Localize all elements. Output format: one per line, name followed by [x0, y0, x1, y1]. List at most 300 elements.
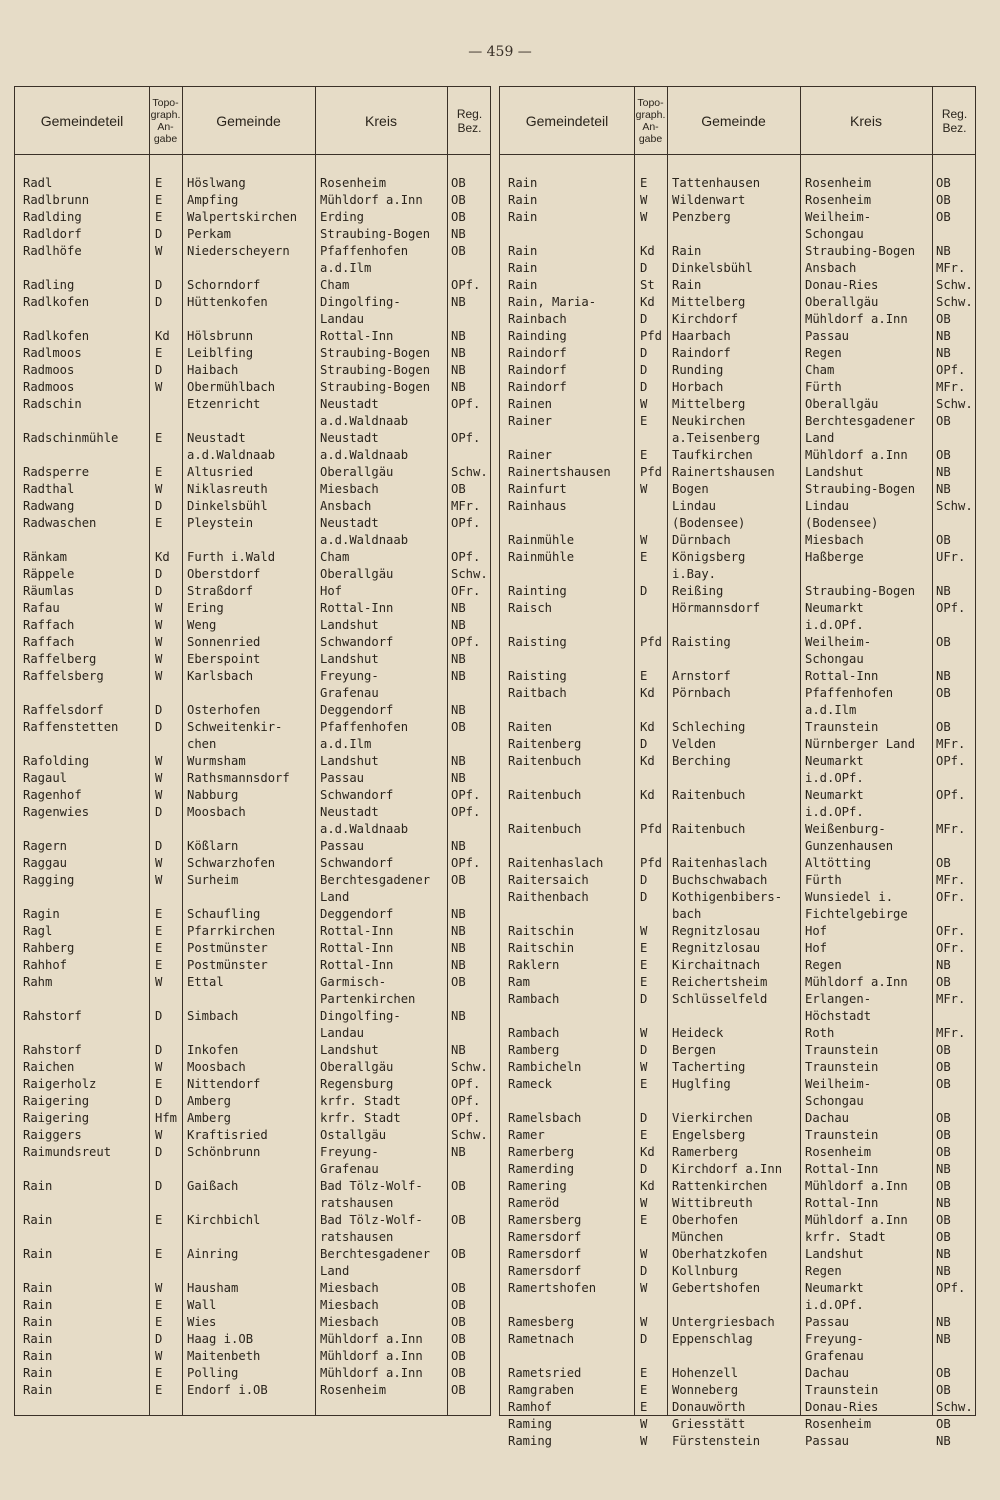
topo-cell: Kd	[640, 788, 655, 802]
gemeindeteil-cell: Raming	[508, 1417, 553, 1431]
gemeinde-cell: Berching	[672, 754, 731, 768]
topo-cell: W	[640, 1060, 648, 1074]
table-row	[500, 413, 975, 430]
kreis-cell: Fürth	[805, 873, 842, 887]
gemeindeteil-cell: Rambach	[508, 1026, 560, 1040]
gemeindeteil-cell: Radschinmühle	[23, 431, 119, 445]
gemeindeteil-cell: Rametnach	[508, 1332, 575, 1346]
gemeinde-cell: Schlüsselfeld	[672, 992, 768, 1006]
topo-cell: W	[155, 754, 163, 768]
table-row	[500, 1263, 975, 1280]
kreis-cell: Straubing-Bogen	[320, 227, 431, 241]
gemeinde-cell: Pleystein	[187, 516, 254, 530]
kreis-cell: Landshut	[320, 1043, 379, 1057]
kreis-cell: Weilheim-	[805, 210, 872, 224]
gemeinde-cell: Oberhofen	[672, 1213, 739, 1227]
topo-cell: Kd	[640, 686, 655, 700]
regbez-cell: OB	[936, 1077, 951, 1091]
gemeinde-cell: Oberhatzkofen	[672, 1247, 768, 1261]
gemeinde-cell: Dinkelsbühl	[672, 261, 753, 275]
kreis-cell: Pfaffenhofen	[805, 686, 894, 700]
gemeinde-cell: Kirchbichl	[187, 1213, 261, 1227]
regbez-cell: OFr.	[451, 584, 481, 598]
table-row	[15, 940, 490, 957]
regbez-cell: OPf.	[936, 788, 966, 802]
regbez-cell: UFr.	[936, 550, 966, 564]
gemeindeteil-cell: Rainer	[508, 414, 553, 428]
gemeinde-cell: Hölsbrunn	[187, 329, 254, 343]
gemeindeteil-cell: Rahstorf	[23, 1009, 82, 1023]
kreis-cell: Rottal-Inn	[805, 1162, 879, 1176]
regbez-cell: Schw.	[451, 567, 488, 581]
table-row	[15, 447, 490, 464]
topo-cell: E	[155, 1298, 163, 1312]
gemeindeteil-cell: Raitenberg	[508, 737, 582, 751]
table-right	[499, 86, 976, 1448]
table-row	[500, 396, 975, 413]
table-row	[15, 1076, 490, 1093]
kreis-cell: Landshut	[320, 652, 379, 666]
header-topograph-angabe-line: gabe	[153, 132, 178, 145]
gemeinde-cell: Niederscheyern	[187, 244, 290, 258]
topo-cell: W	[155, 975, 163, 989]
topo-cell: D	[155, 278, 163, 292]
kreis-cell: Traunstein	[805, 1383, 879, 1397]
table-row	[500, 1042, 975, 1059]
gemeinde-cell: Haag i.OB	[187, 1332, 254, 1346]
kreis-cell: Regen	[805, 1264, 842, 1278]
gemeinde-cell: Haarbach	[672, 329, 731, 343]
gemeinde-cell: Endorf i.OB	[187, 1383, 268, 1397]
regbez-cell: NB	[936, 669, 951, 683]
table-row	[15, 311, 490, 328]
topo-cell: E	[155, 924, 163, 938]
kreis-cell: ratshausen	[320, 1196, 394, 1210]
table-row	[500, 1008, 975, 1025]
header-reg-bez-line: Bez.	[457, 120, 482, 135]
kreis-cell: Miesbach	[320, 1298, 379, 1312]
topo-cell: W	[640, 1417, 648, 1431]
header-kreis-label: Kreis	[850, 112, 882, 129]
topo-cell: W	[640, 1247, 648, 1261]
table-row	[500, 192, 975, 209]
header-topograph-angabe	[149, 87, 182, 154]
kreis-cell: Donau-Ries	[805, 278, 879, 292]
gemeinde-cell: Raindorf	[672, 346, 731, 360]
gemeindeteil-cell: Raffach	[23, 618, 75, 632]
gemeinde-cell: Huglfing	[672, 1077, 731, 1091]
regbez-cell: NB	[451, 771, 466, 785]
topo-cell: W	[640, 1434, 648, 1448]
topo-cell: W	[155, 1060, 163, 1074]
kreis-cell: Mühldorf a.Inn	[805, 1213, 908, 1227]
gemeindeteil-cell: Ramerding	[508, 1162, 575, 1176]
regbez-cell: OB	[936, 1213, 951, 1227]
table-row	[500, 787, 975, 804]
table-row	[15, 1314, 490, 1331]
regbez-cell: NB	[936, 482, 951, 496]
gemeindeteil-cell: Ramering	[508, 1179, 567, 1193]
topo-cell: D	[640, 1111, 648, 1125]
table-row	[15, 1161, 490, 1178]
kreis-cell: Ansbach	[805, 261, 857, 275]
regbez-cell: NB	[451, 669, 466, 683]
kreis-cell: Grafenau	[320, 1162, 379, 1176]
gemeindeteil-cell: Radlhöfe	[23, 244, 82, 258]
gemeinde-cell: Amberg	[187, 1111, 232, 1125]
table-row	[15, 634, 490, 651]
kreis-cell: Passau	[805, 1434, 850, 1448]
gemeinde-cell: Haibach	[187, 363, 239, 377]
table-row	[500, 1059, 975, 1076]
regbez-cell: NB	[451, 363, 466, 377]
header-gemeinde	[667, 87, 800, 154]
gemeindeteil-cell: Rametsried	[508, 1366, 582, 1380]
regbez-cell: OB	[936, 1145, 951, 1159]
topo-cell: E	[640, 1077, 648, 1091]
gemeindeteil-cell: Rafolding	[23, 754, 90, 768]
gemeinde-cell: München	[672, 1230, 724, 1244]
topo-cell: D	[640, 1162, 648, 1176]
topo-cell: E	[155, 1213, 163, 1227]
gemeinde-cell: Tattenhausen	[672, 176, 761, 190]
kreis-cell: Straubing-Bogen	[320, 346, 431, 360]
gemeindeteil-cell: Raitenbuch	[508, 754, 582, 768]
table-row	[500, 498, 975, 515]
kreis-cell: Pfaffenhofen	[320, 244, 409, 258]
topo-cell: W	[640, 1281, 648, 1295]
gemeinde-cell: Lindau	[672, 499, 717, 513]
regbez-cell: OB	[451, 1383, 466, 1397]
gemeinde-cell: Königsberg	[672, 550, 746, 564]
table-row	[15, 277, 490, 294]
kreis-cell: a.d.Waldnaab	[320, 822, 409, 836]
kreis-cell: Neumarkt	[805, 754, 864, 768]
header-topograph-angabe-line: gabe	[638, 132, 663, 145]
topo-cell: D	[155, 720, 163, 734]
table-row	[15, 753, 490, 770]
table-row	[500, 1110, 975, 1127]
table-row	[500, 583, 975, 600]
table-row	[500, 1076, 975, 1093]
gemeindeteil-cell: Radsperre	[23, 465, 90, 479]
header-topograph-angabe-line: Topo-	[152, 96, 179, 109]
table-row	[15, 855, 490, 872]
gemeinde-cell: Reißing	[672, 584, 724, 598]
kreis-cell: Landshut	[805, 1247, 864, 1261]
table-row	[500, 804, 975, 821]
table-row	[15, 1127, 490, 1144]
gemeinde-cell: Dürnbach	[672, 533, 731, 547]
topo-cell: D	[640, 737, 648, 751]
table-row	[500, 1195, 975, 1212]
topo-cell: E	[155, 431, 163, 445]
kreis-cell: Rottal-Inn	[320, 924, 394, 938]
kreis-cell: Cham	[320, 550, 350, 564]
table-row	[500, 447, 975, 464]
gemeinde-cell: Rain	[672, 278, 702, 292]
gemeinde-cell: Schorndorf	[187, 278, 261, 292]
gemeinde-cell: Altusried	[187, 465, 254, 479]
regbez-cell: OB	[451, 210, 466, 224]
kreis-cell: a.d.Waldnaab	[320, 414, 409, 428]
gemeindeteil-cell: Raitenhaslach	[508, 856, 604, 870]
regbez-cell: NB	[936, 1332, 951, 1346]
kreis-cell: Dingolfing-	[320, 1009, 401, 1023]
gemeinde-cell: Kollnburg	[672, 1264, 739, 1278]
kreis-cell: krfr. Stadt	[320, 1094, 401, 1108]
topo-cell: E	[155, 958, 163, 972]
regbez-cell: OB	[451, 1247, 466, 1261]
gemeinde-cell: Taufkirchen	[672, 448, 753, 462]
table-row	[500, 226, 975, 243]
regbez-cell: Schw.	[451, 1060, 488, 1074]
kreis-cell: a.d.Ilm	[320, 261, 372, 275]
header-topograph-angabe-line: graph.	[635, 108, 666, 121]
topo-cell: W	[155, 856, 163, 870]
gemeindeteil-cell: Radlkofen	[23, 295, 90, 309]
kreis-cell: krfr. Stadt	[320, 1111, 401, 1125]
regbez-cell: OB	[936, 975, 951, 989]
gemeindeteil-cell: Ramersdorf	[508, 1264, 582, 1278]
table-row	[15, 1059, 490, 1076]
kreis-cell: Berchtesgadener	[320, 873, 431, 887]
kreis-cell: Neustadt	[320, 805, 379, 819]
kreis-cell: Straubing-Bogen	[320, 363, 431, 377]
table-row	[500, 1093, 975, 1110]
topo-cell: W	[155, 618, 163, 632]
header-gemeindeteil	[15, 87, 149, 154]
regbez-cell: Schw.	[936, 1400, 973, 1414]
gemeindeteil-cell: Rahhof	[23, 958, 68, 972]
kreis-cell: i.d.OPf.	[805, 805, 864, 819]
gemeinde-cell: Kößlarn	[187, 839, 239, 853]
topo-cell: D	[640, 873, 648, 887]
gemeindeteil-cell: Rainmühle	[508, 533, 575, 547]
gemeindeteil-cell: Radling	[23, 278, 75, 292]
topo-cell: D	[640, 261, 648, 275]
gemeinde-cell: Furth i.Wald	[187, 550, 276, 564]
regbez-cell: Schw.	[451, 1128, 488, 1142]
gemeinde-cell: Oberstdorf	[187, 567, 261, 581]
gemeindeteil-cell: Raindorf	[508, 346, 567, 360]
gemeindeteil-cell: Raindorf	[508, 363, 567, 377]
regbez-cell: MFr.	[936, 737, 966, 751]
gemeindeteil-cell: Rain	[23, 1383, 53, 1397]
gemeinde-cell: Hausham	[187, 1281, 239, 1295]
gemeinde-cell: Bogen	[672, 482, 709, 496]
gemeinde-cell: Raitenhaslach	[672, 856, 768, 870]
topo-cell: E	[155, 193, 163, 207]
regbez-cell: OB	[451, 1349, 466, 1363]
regbez-cell: NB	[936, 584, 951, 598]
gemeinde-cell: Schönbrunn	[187, 1145, 261, 1159]
topo-cell: E	[640, 669, 648, 683]
regbez-cell: NB	[451, 295, 466, 309]
kreis-cell: Regensburg	[320, 1077, 394, 1091]
kreis-cell: Rottal-Inn	[805, 1196, 879, 1210]
topo-cell: E	[640, 941, 648, 955]
table-row	[500, 702, 975, 719]
kreis-cell: Schongau	[805, 227, 864, 241]
kreis-cell: Deggendorf	[320, 703, 394, 717]
gemeinde-cell: Engelsberg	[672, 1128, 746, 1142]
kreis-cell: Landau	[320, 312, 365, 326]
kreis-cell: Cham	[805, 363, 835, 377]
topo-cell: D	[155, 839, 163, 853]
topo-cell: D	[640, 1332, 648, 1346]
kreis-cell: Dachau	[805, 1366, 850, 1380]
table-row	[15, 396, 490, 413]
kreis-cell: Passau	[320, 771, 365, 785]
gemeinde-cell: Donauwörth	[672, 1400, 746, 1414]
topo-cell: Pfd	[640, 465, 663, 479]
topo-cell: D	[155, 499, 163, 513]
gemeinde-cell: bach	[672, 907, 702, 921]
table-row	[500, 1144, 975, 1161]
gemeindeteil-cell: Raitersaich	[508, 873, 589, 887]
topo-cell: E	[155, 1315, 163, 1329]
kreis-cell: Land	[320, 1264, 350, 1278]
table-row	[15, 1212, 490, 1229]
regbez-cell: MFr.	[936, 261, 966, 275]
gemeindeteil-cell: Raming	[508, 1434, 553, 1448]
regbez-cell: OB	[936, 635, 951, 649]
table-row	[500, 1314, 975, 1331]
table-row	[500, 719, 975, 736]
regbez-cell: NB	[936, 465, 951, 479]
kreis-cell: Oberallgäu	[320, 1060, 394, 1074]
kreis-cell: Freyung-	[805, 1332, 864, 1346]
topo-cell: E	[640, 1383, 648, 1397]
table-row	[500, 838, 975, 855]
kreis-cell: Dingolfing-	[320, 295, 401, 309]
table-row	[15, 481, 490, 498]
header-gemeindeteil-label: Gemeindeteil	[525, 112, 609, 129]
gemeinde-cell: Mittelberg	[672, 295, 746, 309]
regbez-cell: OB	[936, 448, 951, 462]
gemeindeteil-cell: Raitenbuch	[508, 788, 582, 802]
regbez-cell: OPf.	[936, 601, 966, 615]
table-row	[15, 1382, 490, 1399]
gemeinde-cell: Gaißach	[187, 1179, 239, 1193]
table-row	[500, 260, 975, 277]
regbez-cell: OPf.	[451, 1094, 481, 1108]
regbez-cell: OB	[451, 1332, 466, 1346]
table-row	[500, 736, 975, 753]
gemeinde-cell: Perkam	[187, 227, 232, 241]
kreis-cell: Rottal-Inn	[320, 941, 394, 955]
gemeindeteil-cell: Ränkam	[23, 550, 68, 564]
gemeindeteil-cell: Ramersdorf	[508, 1230, 582, 1244]
gemeinde-cell: Walpertskirchen	[187, 210, 298, 224]
regbez-cell: NB	[451, 227, 466, 241]
table-row	[500, 600, 975, 617]
topo-cell: Kd	[640, 720, 655, 734]
topo-cell: D	[155, 295, 163, 309]
table-row	[15, 923, 490, 940]
topo-cell: Kd	[640, 1179, 655, 1193]
gemeindeteil-cell: Radschin	[23, 397, 82, 411]
kreis-cell: Mühldorf a.Inn	[320, 1366, 423, 1380]
kreis-cell: Miesbach	[320, 1315, 379, 1329]
gemeinde-cell: Kothigenbibers-	[672, 890, 783, 904]
regbez-cell: MFr.	[451, 499, 481, 513]
kreis-cell: Oberallgäu	[320, 567, 394, 581]
gemeindeteil-cell: Raisting	[508, 635, 567, 649]
regbez-cell: OB	[451, 1366, 466, 1380]
regbez-cell: NB	[936, 1434, 951, 1448]
table-row	[500, 209, 975, 226]
table-row	[15, 1331, 490, 1348]
table-row	[15, 498, 490, 515]
kreis-cell: Miesbach	[320, 1281, 379, 1295]
topo-cell: D	[640, 380, 648, 394]
gemeinde-cell: Inkofen	[187, 1043, 239, 1057]
gemeinde-cell: Heideck	[672, 1026, 724, 1040]
kreis-cell: Rottal-Inn	[320, 329, 394, 343]
regbez-cell: OB	[936, 1366, 951, 1380]
gemeinde-cell: Niklasreuth	[187, 482, 268, 496]
gemeinde-cell: Weng	[187, 618, 217, 632]
gemeinde-cell: Rattenkirchen	[672, 1179, 768, 1193]
gemeindeteil-cell: Raigerholz	[23, 1077, 97, 1091]
topo-cell: W	[155, 652, 163, 666]
regbez-cell: OB	[451, 1281, 466, 1295]
table-row	[500, 549, 975, 566]
table-header	[500, 87, 975, 155]
header-kreis	[315, 87, 447, 154]
regbez-cell: NB	[451, 958, 466, 972]
table-header	[15, 87, 490, 155]
kreis-cell: Traunstein	[805, 1128, 879, 1142]
kreis-cell: Deggendorf	[320, 907, 394, 921]
kreis-cell: Landshut	[320, 754, 379, 768]
gemeinde-cell: Hohenzell	[672, 1366, 739, 1380]
gemeinde-cell: Ramerberg	[672, 1145, 739, 1159]
table-row	[15, 838, 490, 855]
topo-cell: E	[155, 1366, 163, 1380]
topo-cell: W	[640, 1026, 648, 1040]
topo-cell: D	[155, 227, 163, 241]
regbez-cell: NB	[936, 346, 951, 360]
kreis-cell: Donau-Ries	[805, 1400, 879, 1414]
gemeindeteil-cell: Rambach	[508, 992, 560, 1006]
gemeindeteil-cell: Rain	[508, 176, 538, 190]
gemeindeteil-cell: Radthal	[23, 482, 75, 496]
topo-cell: W	[640, 924, 648, 938]
topo-cell: E	[155, 941, 163, 955]
kreis-cell: Mühldorf a.Inn	[805, 448, 908, 462]
table-row	[500, 379, 975, 396]
gemeindeteil-cell: Rameck	[508, 1077, 553, 1091]
topo-cell: E	[155, 1383, 163, 1397]
topo-cell: Kd	[640, 295, 655, 309]
table-row	[15, 821, 490, 838]
gemeindeteil-cell: Rain	[23, 1179, 53, 1193]
gemeindeteil-cell: Raiten	[508, 720, 553, 734]
topo-cell: W	[640, 193, 648, 207]
regbez-cell: OB	[451, 1315, 466, 1329]
topo-cell: W	[640, 1196, 648, 1210]
kreis-cell: Berchtesgadener	[320, 1247, 431, 1261]
gemeindeteil-cell: Radmoos	[23, 380, 75, 394]
gemeindeteil-cell: Raigering	[23, 1094, 90, 1108]
kreis-cell: Ansbach	[320, 499, 372, 513]
table-row	[500, 770, 975, 787]
table-row	[15, 719, 490, 736]
gemeinde-cell: Postmünster	[187, 941, 268, 955]
